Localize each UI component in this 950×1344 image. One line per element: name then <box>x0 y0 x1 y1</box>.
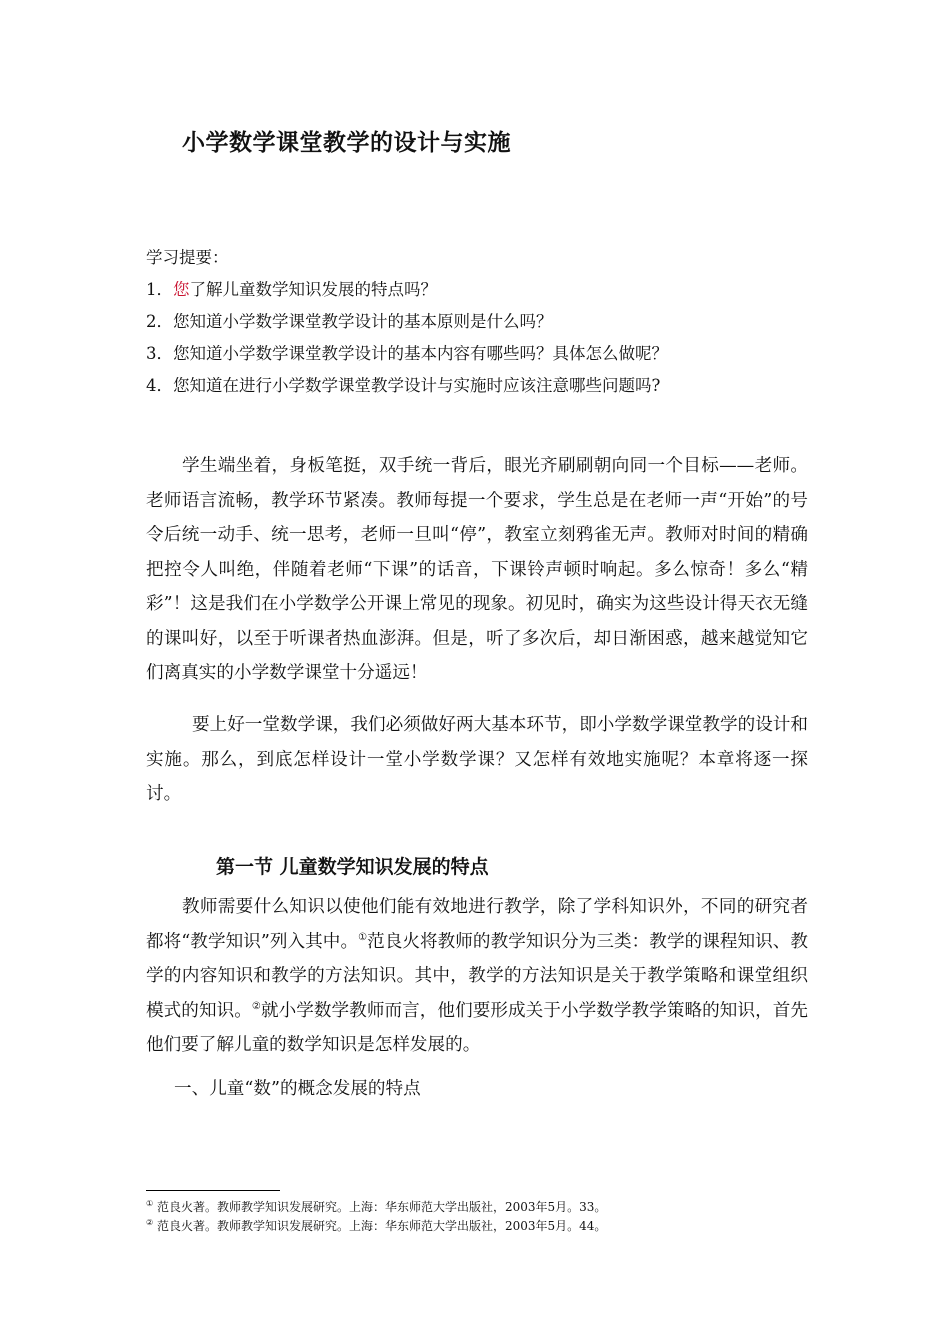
section-paragraph-part-b: 范良火将教师的教学知识分为三类：教学的课程知识、教学的内容知识和教学的方法知识。其中，教学的方法知识是关于教学策略和课堂组织模式的知识。 <box>146 931 808 1021</box>
subsection-heading: 一、儿童“数”的概念发展的特点 <box>174 1079 421 1099</box>
footnote-mark: ① <box>146 1199 154 1208</box>
outline-item-number: 3． <box>146 344 173 363</box>
outline-item <box>146 274 668 306</box>
footnote-reference-1[interactable]: ① <box>358 931 368 943</box>
outline-item <box>146 306 668 338</box>
outline-item-number: 4． <box>146 376 173 395</box>
outline-item-text: 您知道在进行小学数学课堂教学设计与实施时应该注意哪些问题吗? <box>173 376 661 395</box>
footnote-separator <box>146 1190 280 1191</box>
footnote <box>146 1196 606 1215</box>
outline-item-text: 了解儿童数学知识发展的特点吗？ <box>189 280 437 299</box>
outline-item-highlight: 您 <box>173 280 190 299</box>
footnotes <box>146 1196 606 1234</box>
intro-paragraph-2: 要上好一堂数学课，我们必须做好两大基本环节，即小学数学课堂教学的设计和实施。那么，到底怎样设计一堂小学数学课？又怎样有效地实施呢？本章将逐一探讨。 <box>146 715 808 804</box>
section-paragraph <box>146 890 808 1063</box>
outline-item-text: 您知道小学数学课堂教学设计的基本原则是什么吗？ <box>173 312 553 331</box>
footnote-text: 范良火著。教师教学知识发展研究。上海：华东师范大学出版社，2003年5月。44。 <box>153 1219 607 1233</box>
footnote-mark: ② <box>146 1218 154 1227</box>
footnote-reference-2[interactable]: ② <box>251 1000 261 1012</box>
footnote <box>146 1215 606 1234</box>
section-paragraph-part-c: 就小学数学教师而言，他们要形成关于小学数学教学策略的知识，首先他们要了解儿童的数学知识是怎样发展的。 <box>146 1000 808 1055</box>
study-outline-label: 学习提要： <box>146 248 229 267</box>
footnote-text: 范良火著。教师教学知识发展研究。上海：华东师范大学出版社，2003年5月。33。 <box>153 1200 607 1214</box>
section-paragraph-part-a: 教师需要什么知识以使他们能有效地进行教学，除了学科知识外，不同的研究者都将“教学知识”列入其中。 <box>146 897 808 952</box>
section-title: 第一节 儿童数学知识发展的特点 <box>216 856 489 878</box>
document-title: 小学数学课堂教学的设计与实施 <box>182 129 511 156</box>
outline-item <box>146 338 668 370</box>
study-outline-list <box>146 274 668 402</box>
outline-item <box>146 370 668 402</box>
outline-item-number: 1． <box>146 280 173 299</box>
outline-item-number: 2． <box>146 312 173 331</box>
outline-item-text: 您知道小学数学课堂教学设计的基本内容有哪些吗？具体怎么做呢？ <box>173 344 668 363</box>
intro-paragraph-1: 学生端坐着，身板笔挺，双手统一背后，眼光齐刷刷朝向同一个目标——老师。老师语言流畅，教学环节紧凑。教师每提一个要求，学生总是在老师一声“开始”的号令后统一动手、统一思考，老师一旦叫“停”，教室立刻鸦雀无声。教师对时间的精确把控令人叫绝，伴随着老师“下课”的话音，下课铃声顿时响起。多么惊奇！多么“精彩”！这是我们在小学数学公开课上常见的现象。初见时，确实为这些设计得天衣无缝的课叫好，以至于听课者热血澎湃。但是，听了多次后，却日渐困惑，越来越觉知它们离真实的小学数学课堂十分遥远！ <box>146 456 808 683</box>
